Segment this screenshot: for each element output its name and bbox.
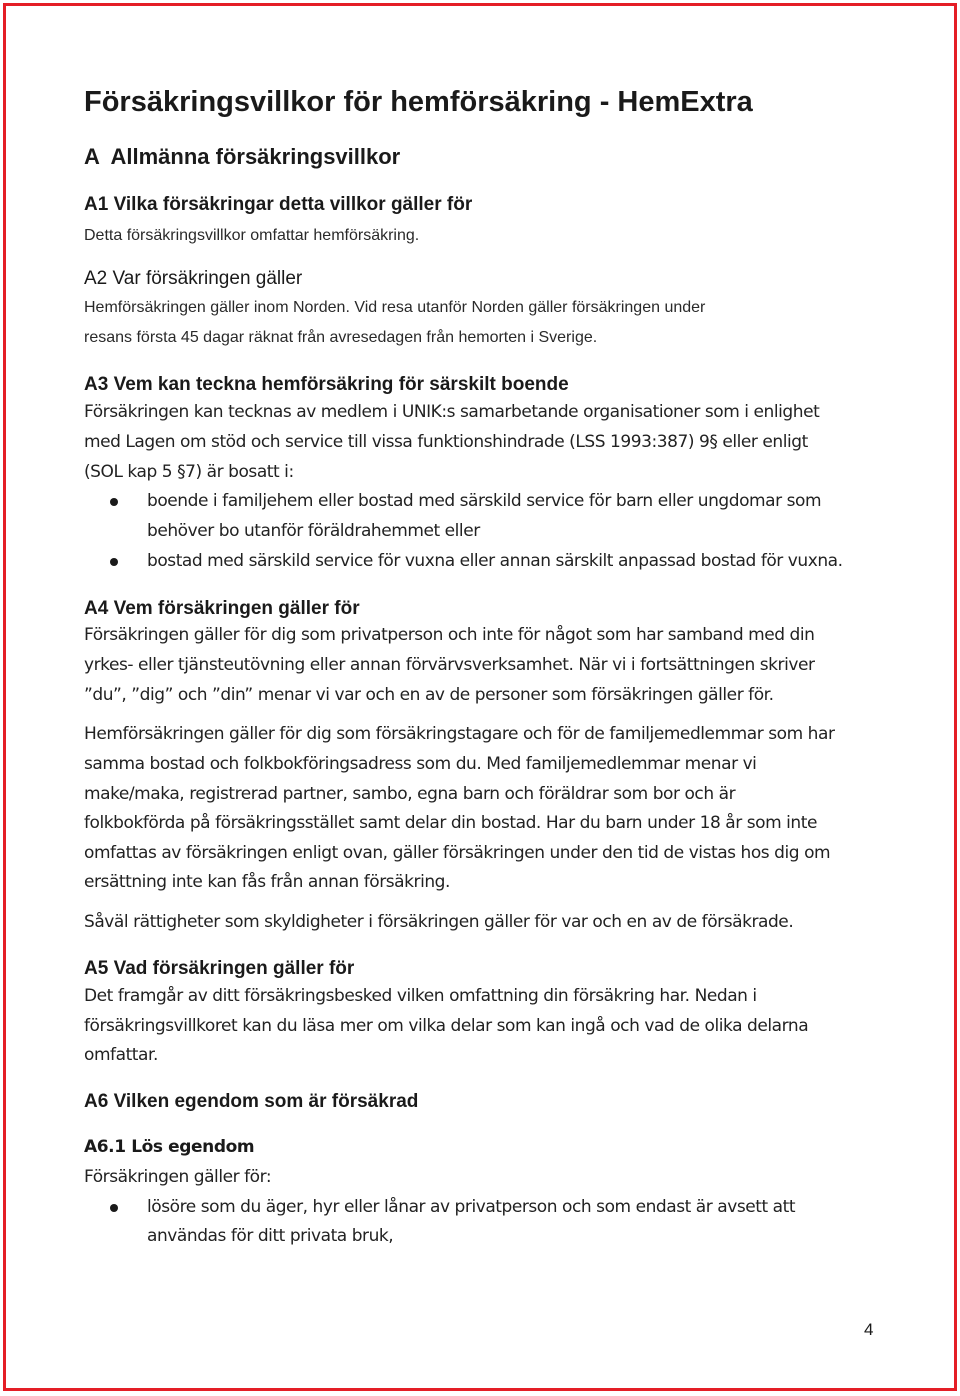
a5-line-2: försäkringsvillkoret kan du läsa mer om vilka delar som kan ingå och vad de olika delarna (84, 1016, 809, 1036)
a2-heading: A2 Var försäkringen gäller (84, 268, 303, 289)
a4-p2-line-4: folkbokförda på försäkringsstället samt delar din bostad. Har du barn under 18 år som inte (84, 813, 817, 833)
bullet-icon (110, 498, 118, 506)
a4-p3: Såväl rättigheter som skyldigheter i försäkringen gäller för var och en av de försäkrade. (84, 912, 794, 932)
a4-p1-line-2: yrkes- eller tjänsteutövning eller annan förvärvsverksamhet. När vi i fortsättningen skriver (84, 655, 815, 675)
a2-line-2: resans första 45 dagar räknat från avresedagen från hemorten i Sverige. (84, 329, 598, 346)
a2-line-1: Hemförsäkringen gäller inom Norden. Vid resa utanför Norden gäller försäkringen under (84, 299, 706, 316)
a6-intro: Försäkringen gäller för: (84, 1167, 272, 1187)
a5-line-1: Det framgår av ditt försäkringsbesked vilken omfattning din försäkring har. Nedan i (84, 986, 757, 1006)
a4-heading: A4 Vem försäkringen gäller för (84, 598, 360, 619)
a3-line-3: (SOL kap 5 §7) är bosatt i: (84, 462, 294, 482)
a1-text: Detta försäkringsvillkor omfattar hemförsäkring. (84, 227, 420, 244)
a6-bullet-1-line-2: användas för ditt privata bruk, (147, 1226, 394, 1246)
a3-bullet-2: bostad med särskild service för vuxna eller annan särskilt anpassad bostad för vuxna. (147, 551, 843, 571)
page-number: 4 (864, 1320, 874, 1339)
a3-bullet-1-line-1: boende i familjehem eller bostad med särskild service för barn eller ungdomar som (147, 491, 822, 511)
a6-1-heading: A6.1 Lös egendom (84, 1137, 255, 1157)
a6-bullet-1-line-1: lösöre som du äger, hyr eller lånar av privatperson och som endast är avsett att (147, 1197, 796, 1217)
a3-bullet-1-line-2: behöver bo utanför föräldrahemmet eller (147, 521, 480, 541)
a5-line-3: omfattar. (84, 1045, 158, 1065)
a3-line-2: med Lagen om stöd och service till vissa funktionshindrade (LSS 1993:387) 9§ eller enligt (84, 432, 808, 452)
a1-heading: A1 Vilka försäkringar detta villkor gäller för (84, 194, 473, 215)
bullet-icon (110, 1204, 118, 1212)
a4-p2-line-3: make/maka, registrerad partner, sambo, egna barn och föräldrar som bor och är (84, 784, 736, 804)
a4-p2-line-2: samma bostad och folkbokföringsadress som du. Med familjemedlemmar menar vi (84, 754, 757, 774)
a3-line-1: Försäkringen kan tecknas av medlem i UNIK:s samarbetande organisationer som i enlighet (84, 402, 820, 422)
a4-p1-line-3: ”du”, ”dig” och ”din” menar vi var och en av de personer som försäkringen gäller för. (84, 685, 774, 705)
a6-heading: A6 Vilken egendom som är försäkrad (84, 1091, 419, 1112)
a5-heading: A5 Vad försäkringen gäller för (84, 958, 355, 979)
document-title: Försäkringsvillkor för hemförsäkring - HemExtra (84, 86, 753, 118)
bullet-icon (110, 558, 118, 566)
a4-p2-line-5: omfattas av försäkringen enligt ovan, gäller försäkringen under den tid de vistas hos dig om (84, 843, 831, 863)
a4-p2-line-6: ersättning inte kan fås från annan försäkring. (84, 872, 450, 892)
section-a-heading: A Allmänna försäkringsvillkor (84, 144, 401, 169)
a3-heading: A3 Vem kan teckna hemförsäkring för särskilt boende (84, 374, 569, 395)
a4-p2-line-1: Hemförsäkringen gäller för dig som försäkringstagare och för de familjemedlemmar som har (84, 724, 835, 744)
a4-p1-line-1: Försäkringen gäller för dig som privatperson och inte för något som har samband med din (84, 625, 815, 645)
